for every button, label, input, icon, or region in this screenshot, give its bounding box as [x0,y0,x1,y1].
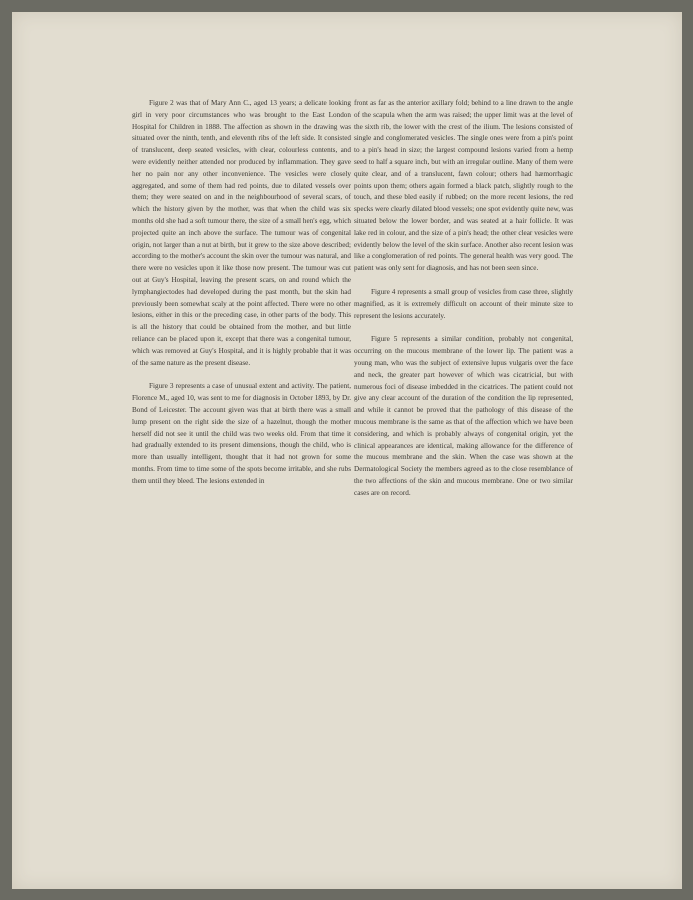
paper-page [12,12,682,889]
paragraph-figure-3: Figure 3 represents a case of unusual extent and activity. The patient, Florence M., aged 10, was sent to me for diagnosis in October 1893, by Dr. Bond of Leicester. The account given was that at birth there was a small lump present on the right side the size of a hazelnut, though the mother herself did not see it until the child was two weeks old. From that time it had gradually extended to its present dimensions, though the child, who is more than usually intelligent, thought that it had not grown for some months. From time to time some of the spots become irritable, and she rubs them until they bleed. The lesions extended in [132,382,351,485]
paragraph-figure-2: Figure 2 was that of Mary Ann C., aged 13 years; a delicate looking girl in very poor circumstances who was brought to the East London Hospital for Children in 1888. The affection as shown in the drawing was situated over the ninth, tenth, and eleventh ribs of the left side. It consisted of translucent, deep seated vesicles, with clear, colourless contents, and were evidently neither attended nor produced by inflammation. They gave her no pain nor any other inconvenience. The vesicles were closely aggregated, and some of them had red points, due to dilated vessels over them; they were seated on and in the neighbourhood of several scars, of which the history given by the mother, was that when the child was six months old she had a soft tumour there, the size of a small hen's egg, which projected quite an inch above the surface. The tumour was of congenital origin, not larger than a nut at birth, but it grew to the size above described; according to the mother's account the skin over the tumour was natural, and there were no vesicles upon it like those now present. The tumour was cut out at Guy's Hospital, leaving the present scars, on and round which the lymphangiectodes had developed during the past month, but the skin had previously been somewhat scaly at the point affected. There were no other lesions, either in this or the preceding case, in other parts of the body. This is all the history that could be obtained from the mother, and but little reliance can be placed upon it, except that there was a congenital tumour, which was removed at Guy's Hospital, and it is highly probable that it was of the same nature as the present disease. [132,99,351,367]
right-text-column [354,98,573,512]
left-text-column [132,98,351,500]
paragraph-figure-5: Figure 5 represents a similar condition, probably not congenital, occurring on the mucous membrane of the lower lip. The patient was a young man, who was the subject of extensive lupus vulgaris over the face and neck, the greater part however of which was cicatricial, but with numerous foci of disease imbedded in the cicatrices. The patient could not give any clear account of the duration of the condition the lip represented, and while it cannot be proved that the pathology of this disease of the mucous membrane is the same as that of the affection which we have been considering, and which is probably always of congenital origin, yet the clinical appearances are identical, making allowance for the difference of the mucous membrane and the skin. When the case was shown at the Dermatological Society the members agreed as to the close resemblance of the two affections of the skin and mucous membrane. One or two similar cases are on record. [354,335,573,497]
paragraph-figure-3-continued: front as far as the anterior axillary fold; behind to a line drawn to the angle of the scapula when the arm was raised; the upper limit was at the level of the sixth rib, the lower with the crest of the ilium. The lesions consisted of single and conglomerated vesicles. The single ones were from a pin's point to a pin's head in size; the largest compound lesions varied from a hemp seed to half a square inch, but with an irregular outline. Many of them were quite clear, and of a translucent, fawn colour; others had hæmorrhagic points upon them; others again formed a black patch, slightly rough to the touch, and these bled easily if rubbed; on the more recent lesions, the red specks were clearly dilated blood vessels; one spot evidently quite new, was situated below the lower border, and was seated at a hair follicle. It was lake red in colour, and the size of a pin's head; the other clear vesicles were evidently below the level of the skin surface. Another also recent lesion was like a conglomeration of red points. The general health was very good. The patient was only sent for diagnosis, and has not been seen since. [354,99,573,273]
paragraph-figure-4: Figure 4 represents a small group of vesicles from case three, slightly magnified, as it is extremely difficult on account of their minute size to represent the lesions accurately. [354,287,573,320]
